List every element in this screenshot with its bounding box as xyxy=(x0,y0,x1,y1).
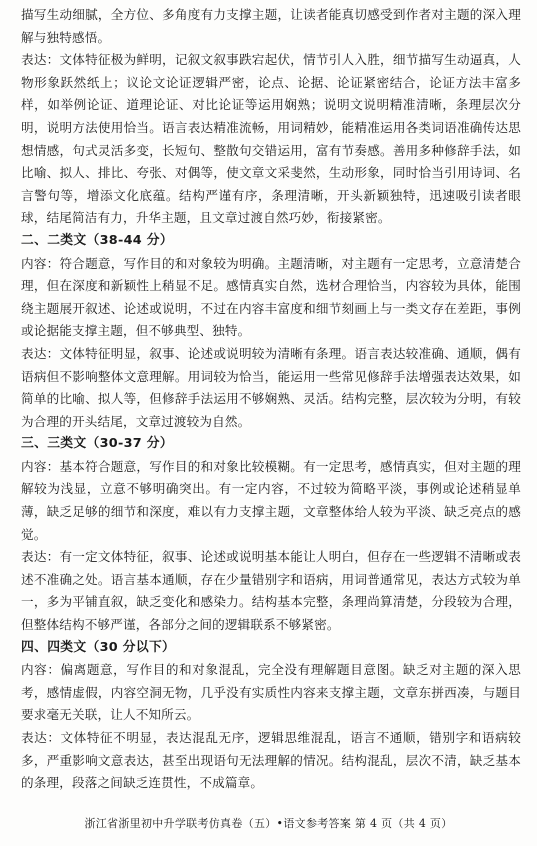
paragraph-tier4-content: 内容：偏离题意，写作目的和对象混乱，完全没有理解题目意图。缺乏对主题的深入思考，感情虚假，内容空洞无物，几乎没有实质性内容来支撑主题，文章东拼西凑，与题目要求毫无关联，让人不知所云。 xyxy=(21,662,521,723)
paragraph-tier3-content: 内容：基本符合题意，写作目的和对象比较模糊。有一定思考，感情真实，但对主题的理解较为浅显，立意不够明确突出。有一定内容，不过较为简略平淡，事例或论述稍显单薄，缺乏足够的细节和深度，难以有力支撑主题，文章整体给人较为平淡、缺乏亮点的感觉。 xyxy=(21,458,521,542)
heading-tier2: 二、二类文（38-44 分） xyxy=(21,232,173,248)
page-footer: 浙江省浙里初中升学联考仿真卷（五）•语文参考答案 第 4 页（共 4 页） xyxy=(84,817,453,830)
paragraph-tier2-content: 内容：符合题意，写作目的和对象较为明确。主题清晰，对主题有一定思考，立意清楚合理，但在深度和新颖性上稍显不足。感情真实自然，选材合理恰当，内容较为具体，能围绕主题展开叙述、论述或说明，不过在内容丰富度和细节刻画上与一类文存在差距，事例或论据能支撑主题，但不够典型、独特。 xyxy=(21,255,521,339)
paragraph-tier4-expression: 表达：文体特征不明显，表达混乱无序，逻辑思维混乱，语言不通顺，错别字和语病较多，严重影响文意表达，甚至出现语句无法理解的情况。结构混乱，层次不清，缺乏基本的条理，段落之间缺乏连贯性，不成篇章。 xyxy=(21,730,521,791)
heading-tier3: 三、三类文（30-37 分） xyxy=(21,436,173,452)
paragraph-tier2-expression: 表达：文体特征明显，叙事、论述或说明较为清晰有条理。语言表达较准确、通顺，偶有语病但不影响整体文意理解。用词较为恰当，能运用一些常见修辞手法增强表达效果，如简单的比喻、拟人等，但修辞手法运用不够娴熟、灵活。结构完整，层次较为分明，有较为合理的开头结尾，文章过渡较为自然。 xyxy=(21,345,521,429)
heading-tier4: 四、四类文（30 分以下） xyxy=(21,639,176,655)
paragraph-content-continuation: 描写生动细腻，全方位、多角度有力支撑主题，让读者能真切感受到作者对主题的深入理解与独特感悟。 xyxy=(21,7,521,45)
paragraph-tier3-expression: 表达：有一定文体特征，叙事、论述或说明基本能让人明白，但存在一些逻辑不清晰或表述不准确之处。语言基本通顺，存在少量错别字和语病，用词普通常见，表达方式较为单一，多为平铺直叙，缺乏变化和感染力。结构基本完整，条理尚算清楚，分段较为合理，但整体结构不够严谨，各部分之间的逻辑联系不够紧密。 xyxy=(21,549,521,633)
rubric-text xyxy=(21,4,521,795)
paragraph-tier1-expression: 表达：文体特征极为鲜明，记叙文叙事跌宕起伏，情节引人入胜，细节描写生动逼真，人物形象跃然纸上；议论文论证逻辑严密，论点、论据、论证紧密结合，论证方法丰富多样，如举例论证、道理论证、对比论证等运用娴熟；说明文说明精准清晰，条理层次分明，说明方法使用恰当。语言表达精准流畅，用词精妙，能精准运用各类词语准确传达思想情感，句式灵活多变，长短句、整散句交错运用，富有节奏感。善用多种修辞手法，如比喻、拟人、排比、夸张、对偶等，使文章文采斐然，生动形象，同时恰当引用诗词、名言警句等，增添文化底蕴。结构严谨有序，条理清晰，开头新颖独特，迅速吸引读者眼球，结尾简洁有力，升华主题，且文章过渡自然巧妙，衔接紧密。 xyxy=(21,52,521,226)
